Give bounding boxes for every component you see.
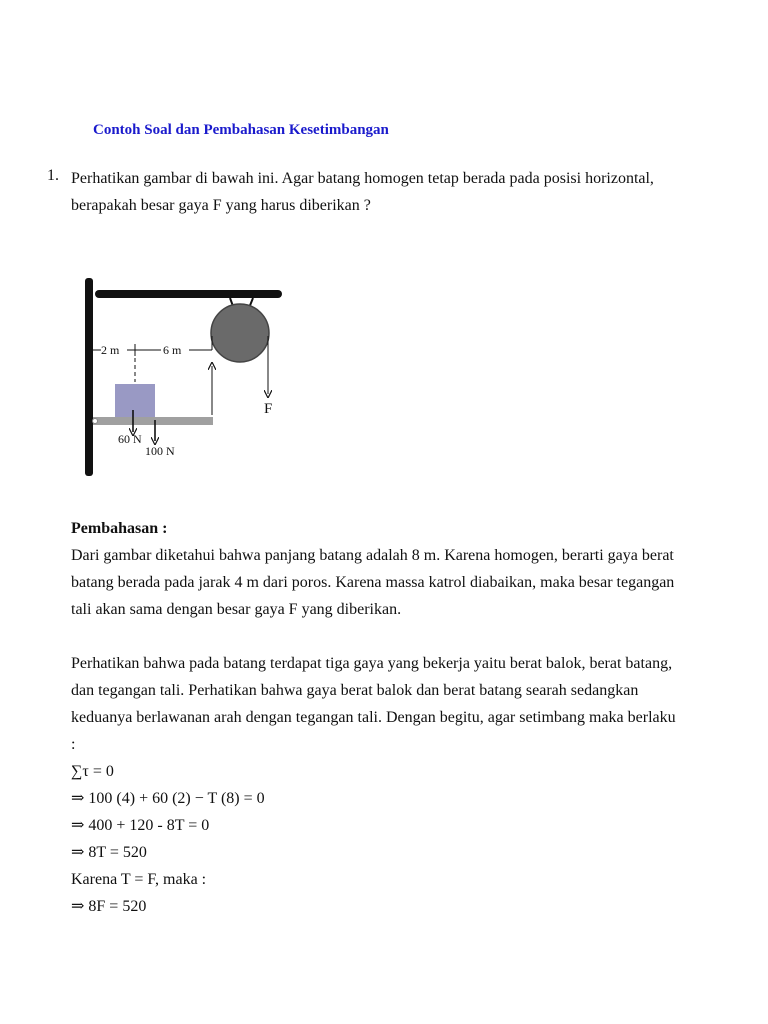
equation-1: ∑τ = 0 <box>71 763 114 780</box>
solution-paragraph-2: Perhatikan bahwa pada batang terdapat tiga gaya yang bekerja yaitu berat balok, berat batang, dan tegangan tali. Perhatikan bahwa gaya berat balok dan berat batang searah sedangkan keduanya berlawanan arah dengan tegangan tali. Dengan begitu, agar setimbang maka berlaku : <box>71 655 676 753</box>
wall-post <box>85 278 93 476</box>
page-title: Contoh Soal dan Pembahasan Kesetimbangan <box>93 122 389 138</box>
question-text: Perhatikan gambar di bawah ini. Agar batang homogen tetap berada pada posisi horizontal, berapakah besar gaya F yang harus diberikan ? <box>71 170 654 214</box>
top-beam <box>95 290 282 298</box>
equilibrium-diagram <box>75 270 305 485</box>
label-6m: 6 m <box>163 343 182 357</box>
block <box>115 384 155 417</box>
pulley <box>211 304 269 362</box>
label-100N: 100 N <box>145 444 175 458</box>
label-F: F <box>264 401 273 417</box>
question-number: 1. <box>47 167 59 184</box>
pivot <box>93 419 98 424</box>
equation-3: ⇒ 400 + 120 - 8T = 0 <box>71 817 210 834</box>
label-2m: 2 m <box>101 343 120 357</box>
equation-6: ⇒ 8F = 520 <box>71 898 147 915</box>
rod <box>93 417 213 425</box>
equation-2: ⇒ 100 (4) + 60 (2) − T (8) = 0 <box>71 790 265 807</box>
label-60N: 60 N <box>118 432 142 446</box>
solution-paragraph-1: Dari gambar diketahui bahwa panjang batang adalah 8 m. Karena homogen, berarti gaya berat batang berada pada jarak 4 m dari poros. Karena massa katrol diabaikan, maka besar tegangan tali akan sama dengan besar gaya F yang diberikan. <box>71 547 675 618</box>
solution-heading: Pembahasan : <box>71 520 168 537</box>
equation-5: Karena T = F, maka : <box>71 871 207 888</box>
equation-4: ⇒ 8T = 520 <box>71 844 147 861</box>
